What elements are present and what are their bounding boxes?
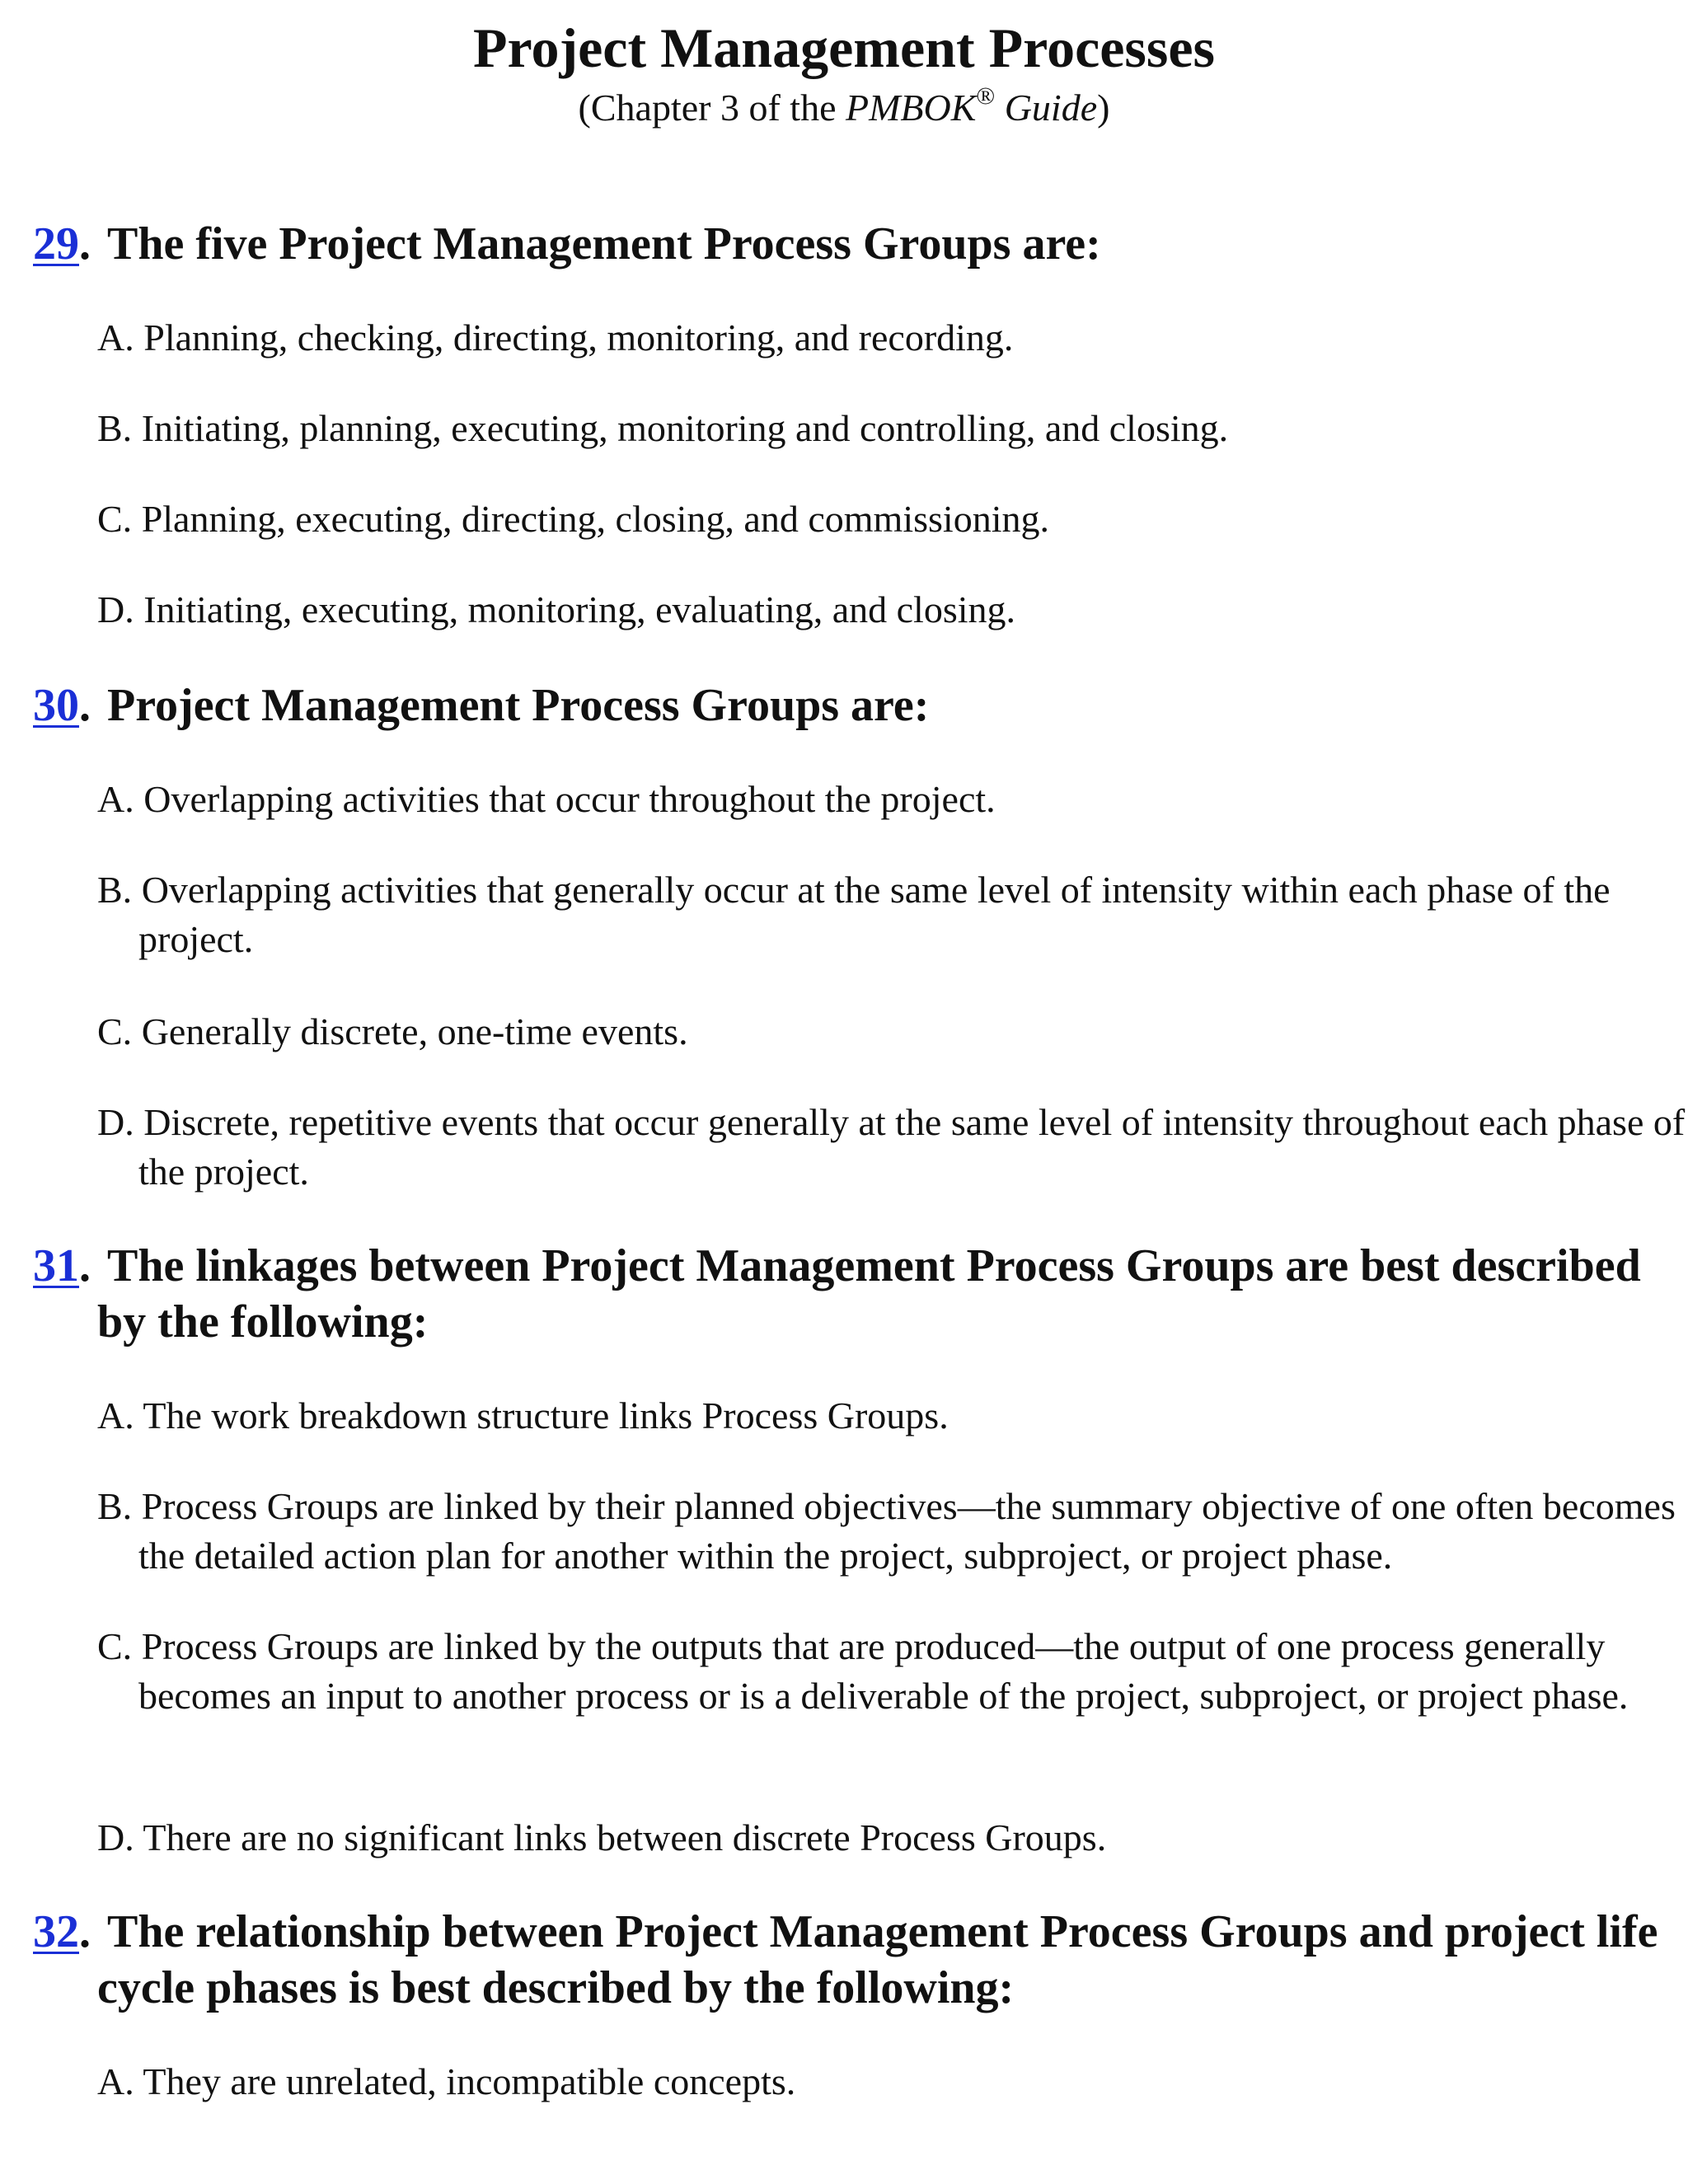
option-letter: A.: [97, 316, 134, 359]
question-29: [33, 216, 1673, 272]
option-text: Planning, checking, directing, monitoring, and recording.: [143, 316, 1014, 359]
question-31: [33, 1238, 1673, 1350]
question-32: [33, 1904, 1673, 2016]
option-b[interactable]: [97, 865, 1688, 964]
option-a[interactable]: [97, 775, 1688, 824]
option-letter: B.: [97, 869, 133, 911]
option-text: Planning, executing, directing, closing, and commissioning.: [141, 498, 1049, 540]
option-letter: A.: [97, 1394, 143, 1436]
title-block: [0, 12, 1688, 132]
page-subtitle: [0, 84, 1688, 132]
option-text: They are unrelated, incompatible concepts.: [143, 2060, 796, 2102]
option-text: Initiating, planning, executing, monitoring and controlling, and closing.: [141, 407, 1229, 449]
option-c[interactable]: [97, 1007, 1688, 1057]
option-d[interactable]: [97, 1813, 1688, 1863]
question-30: [33, 677, 1673, 733]
option-letter: C.: [97, 1010, 133, 1052]
registered-mark: ®: [976, 82, 996, 110]
option-letter: A.: [97, 2060, 143, 2102]
option-letter: D.: [97, 1101, 134, 1143]
option-letter: B.: [97, 1485, 142, 1527]
question-number-link[interactable]: 29: [33, 218, 79, 269]
option-text: Process Groups are linked by their planned objectives—the summary objective of one often becomes the detailed action plan for another within the project, subproject, or project phase.: [138, 1485, 1676, 1577]
option-a[interactable]: [97, 1391, 1688, 1441]
question-number-link[interactable]: 31: [33, 1240, 79, 1291]
option-text: The work breakdown structure links Process Groups.: [143, 1394, 949, 1436]
option-text: There are no significant links between discrete Process Groups.: [143, 1816, 1107, 1858]
subtitle-book-name: PMBOK: [845, 87, 977, 129]
question-text: The relationship between Project Management Process Groups and project life cycle phases is best described by the following:: [97, 1906, 1658, 2013]
option-text: Overlapping activities that occur throughout the project.: [143, 778, 996, 820]
option-text: Initiating, executing, monitoring, evaluating, and closing.: [143, 588, 1016, 630]
question-text: Project Management Process Groups are:: [107, 680, 930, 731]
option-a[interactable]: [97, 2057, 1688, 2107]
option-letter: A.: [97, 778, 134, 820]
question-heading: 32. The relationship between Project Management Process Groups and project life cycle phases is best described by the following:: [33, 1906, 1658, 2013]
option-letter: C.: [97, 1625, 133, 1667]
option-text: Discrete, repetitive events that occur generally at the same level of intensity throughout each phase of the project.: [138, 1101, 1686, 1193]
option-text: Generally discrete, one-time events.: [141, 1010, 688, 1052]
option-text: Overlapping activities that generally occur at the same level of intensity within each phase of the project.: [138, 869, 1611, 960]
option-b[interactable]: [97, 404, 1688, 453]
option-b[interactable]: [97, 1482, 1688, 1581]
question-heading: 31. The linkages between Project Management Process Groups are best described by the following:: [33, 1240, 1641, 1347]
option-text: Process Groups are linked by the outputs that are produced—the output of one process generally becomes an input to another process or is a deliverable of the project, subproject, or project phase.: [138, 1625, 1629, 1717]
option-d[interactable]: [97, 1098, 1688, 1197]
option-letter: D.: [97, 1816, 134, 1858]
option-c[interactable]: [97, 1622, 1688, 1721]
page-title: Project Management Processes: [472, 16, 1216, 79]
subtitle-book-name-2: Guide: [995, 87, 1098, 129]
option-d[interactable]: [97, 585, 1688, 635]
question-text: The five Project Management Process Groups are:: [107, 218, 1101, 269]
subtitle-suffix: ): [1097, 87, 1110, 129]
question-heading: 29. The five Project Management Process Groups are:: [33, 218, 1101, 269]
option-letter: C.: [97, 498, 133, 540]
question-text: The linkages between Project Management Process Groups are best described by the following:: [97, 1240, 1641, 1347]
option-letter: B.: [97, 407, 133, 449]
option-a[interactable]: [97, 313, 1688, 363]
question-heading: 30. Project Management Process Groups are:: [33, 680, 930, 731]
subtitle-prefix: (Chapter 3 of the: [578, 87, 846, 129]
question-number-link[interactable]: 32: [33, 1906, 79, 1957]
option-letter: D.: [97, 588, 134, 630]
question-number-link[interactable]: 30: [33, 680, 79, 731]
option-c[interactable]: [97, 494, 1688, 544]
